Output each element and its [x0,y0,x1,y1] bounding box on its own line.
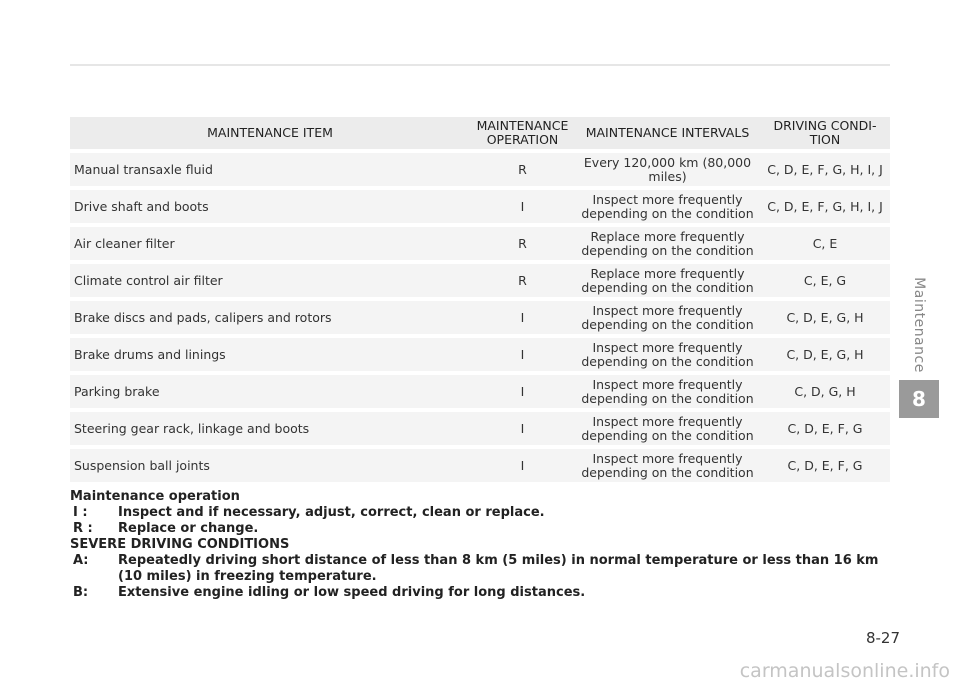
condition-cell: C, E [760,227,890,260]
operation-cell: I [470,449,575,482]
notes-section [70,489,890,601]
condition-legend-item [70,585,890,601]
item-cell: Climate control air filter [70,264,470,297]
legend-key: B: [73,585,89,600]
legend-key: A: [73,553,89,568]
condition-cell: C, D, E, F, G, H, I, J [760,153,890,186]
interval-cell: Inspect more frequently depending on the condition [575,412,760,445]
item-cell: Steering gear rack, linkage and boots [70,412,470,445]
operation-cell: R [470,264,575,297]
interval-cell: Inspect more frequently depending on the condition [575,301,760,334]
operation-legend-item [70,521,890,537]
item-cell: Air cleaner filter [70,227,470,260]
operation-cell: I [470,190,575,223]
item-cell: Drive shaft and boots [70,190,470,223]
condition-cell: C, D, G, H [760,375,890,408]
header-maintenance-intervals: MAINTENANCE INTERVALS [575,117,760,149]
condition-legend-item [70,553,890,585]
condition-cell: C, D, E, G, H [760,301,890,334]
chapter-badge: 8 [899,380,939,418]
legend-text: Replace or change. [118,521,259,536]
item-cell: Brake drums and linings [70,338,470,371]
header-maintenance-operation: MAINTENANCE OPERATION [470,117,575,149]
interval-cell: Replace more frequently depending on the condition [575,264,760,297]
condition-cell: C, D, E, F, G [760,412,890,445]
table-row [70,153,890,186]
operation-cell: R [470,153,575,186]
condition-cell: C, D, E, F, G, H, I, J [760,190,890,223]
legend-text: Repeatedly driving short distance of less than 8 km (5 miles) in normal temperature or less than 16 km (10 miles) in freezing temperature. [118,553,879,584]
item-cell: Parking brake [70,375,470,408]
operation-cell: I [470,412,575,445]
operation-legend-item [70,505,890,521]
interval-cell: Inspect more frequently depending on the condition [575,375,760,408]
top-divider [70,64,890,66]
severe-conditions-title: SEVERE DRIVING CONDITIONS [70,537,290,552]
condition-cell: C, E, G [760,264,890,297]
table-row [70,338,890,371]
operation-cell: I [470,338,575,371]
maintenance-operation-title: Maintenance operation [70,489,240,504]
interval-cell: Inspect more frequently depending on the condition [575,338,760,371]
legend-text: Inspect and if necessary, adjust, correct, clean or replace. [118,505,545,520]
condition-cell: C, D, E, G, H [760,338,890,371]
page-number: 8-27 [865,629,900,647]
legend-text: Extensive engine idling or low speed driving for long distances. [118,585,586,600]
watermark: carmanualsonline.info [739,660,950,682]
section-label: Maintenance [911,277,928,373]
header-maintenance-item: MAINTENANCE ITEM [70,117,470,149]
legend-key: I : [73,505,88,520]
table-row [70,449,890,482]
section-side-tab [899,270,939,380]
table-row [70,375,890,408]
table-header-row [70,117,890,149]
operation-cell: R [470,227,575,260]
item-cell: Brake discs and pads, calipers and rotors [70,301,470,334]
header-driving-condition: DRIVING CONDI-TION [760,117,890,149]
condition-cell: C, D, E, F, G [760,449,890,482]
table-row [70,227,890,260]
item-cell: Manual transaxle fluid [70,153,470,186]
interval-cell: Inspect more frequently depending on the condition [575,190,760,223]
table-row [70,412,890,445]
maintenance-table [70,113,890,486]
interval-cell: Replace more frequently depending on the condition [575,227,760,260]
interval-cell: Inspect more frequently depending on the condition [575,449,760,482]
interval-cell: Every 120,000 km (80,000 miles) [575,153,760,186]
operation-cell: I [470,375,575,408]
operation-cell: I [470,301,575,334]
legend-key: R : [73,521,93,536]
table-row [70,264,890,297]
table-row [70,301,890,334]
table-row [70,190,890,223]
item-cell: Suspension ball joints [70,449,470,482]
